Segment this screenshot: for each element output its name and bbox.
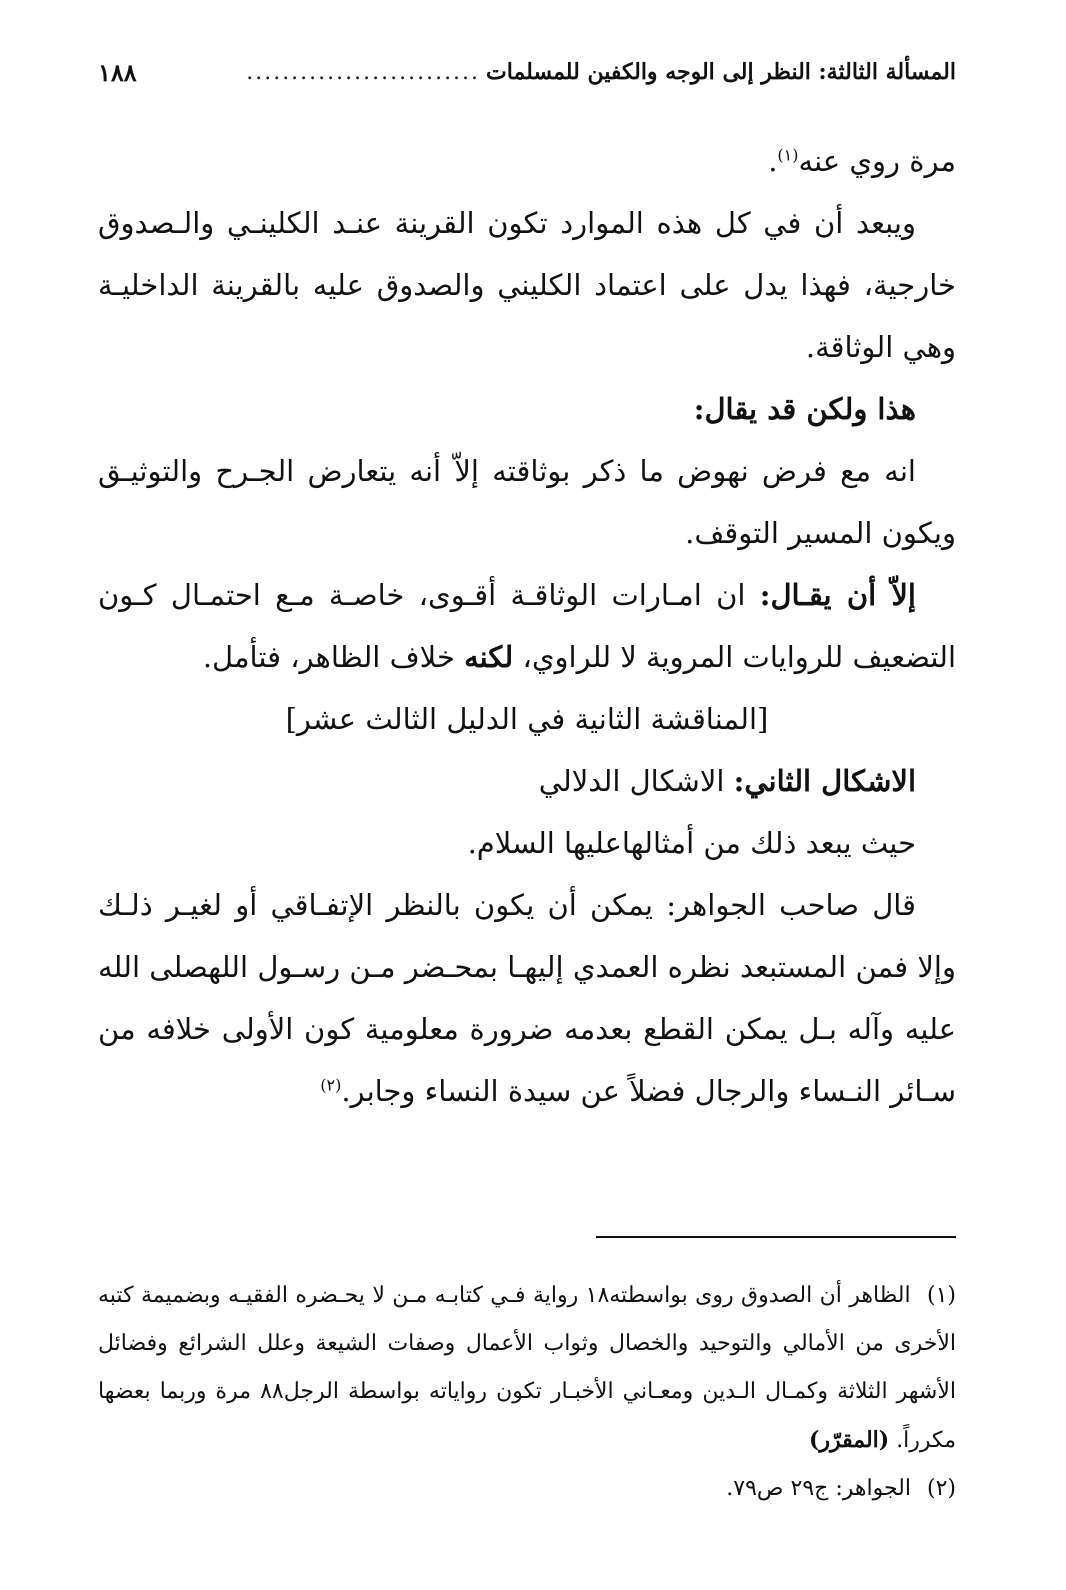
footnotes [98,1272,956,1513]
paragraph-2: ويبعد أن في كل هذه الموارد تكون القرينة عنـد الكلينـي والـصدوق خارجية، فهذا يدل على اعتماد الكليني والصدوق عليه بالقرينة الداخليـة وهي الوثاقة. [98,206,956,364]
footnote-separator [596,1236,956,1238]
paragraph-5-text-b: خلاف الظاهر، فتأمل. [202,640,465,674]
paragraph-5-text-a: ان امـارات الوثاقـة أقـوى، خاصـة مـع احتمـال كـون التضعيف للروايات المروية لا للراوي، [98,578,956,674]
footnote-2-text: الجواهر: ج٢٩ ص٧٩. [726,1476,911,1501]
footnote-ref-1[interactable]: (١) [777,145,799,165]
footnote-ref-2[interactable]: (٢) [320,1075,342,1095]
header-leader-dots: .......................... [246,59,481,85]
page-number: ١٨٨ [98,57,137,87]
running-header [98,52,956,92]
paragraph-6 [98,750,956,812]
footnote-1 [98,1272,956,1465]
section-title: [المناقشة الثانية في الدليل الثالث عشر] [285,702,769,736]
footnote-1-signature: (المقرّر) [808,1427,890,1453]
paragraph-8 [98,874,956,1122]
paragraph-7: حيث يبعد ذلك من أمثالهاعليها السلام. [467,826,916,860]
footnote-2 [98,1465,956,1513]
paragraph-5 [98,564,956,688]
paragraph-5-lead: إلاّ أن يقـال: [759,578,916,612]
footnote-2-number: (٢) [926,1476,956,1501]
main-text [98,130,956,1122]
paragraph-1-text: مرة روي عنه [798,144,956,178]
paragraph-5-lakinnahu: لكنه [464,640,514,674]
subheading-qad-yuqal: هذا ولكن قد يقال: [693,392,916,426]
footnote-1-text: الظاهر أن الصدوق روى بواسطته١٨ رواية فـي كتابـه مـن لا يحـضره الفقيـه وبضميمة كتبه الأخرى من الأمالي والتوحيد والخصال وثواب الأعمال وصفات الشيعة وعلل الشرائع وفضائل الأشهر الثلاثة وكمـال الـدين ومعـاني الأخبـار تكون رواياته بواسطة الرجل٨٨ مرة وربما بعضها مكرراً. [98,1283,956,1453]
paragraph-1-end: . [768,144,778,178]
header-title: المسألة الثالثة: النظر إلى الوجه والكفين للمسلمات [486,59,956,85]
footnote-1-number: (١) [926,1283,956,1308]
paragraph-1 [98,130,956,192]
paragraph-8-text: قال صاحب الجواهر: يمكن أن يكون بالنظر الإتفـاقي أو لغيـر ذلـك وإلا فمن المستبعد نظره العمدي إليهـا بمحـضر مـن رسـول اللهصلى الله عليه وآله بـل يمكن القطع بعدمه ضرورة معلومية كون الأولى خلافه من سـائر النـساء والرجال فضلاً عن سيدة النساء وجابر. [98,888,956,1108]
paragraph-4: انه مع فرض نهوض ما ذكر بوثاقته إلاّ أنه يتعارض الجـرح والتوثيـق ويكون المسير التوقف. [98,454,956,550]
paragraph-6-lead: الاشكال الثاني: [733,764,916,798]
paragraph-6-text: الاشكال الدلالي [538,764,734,798]
